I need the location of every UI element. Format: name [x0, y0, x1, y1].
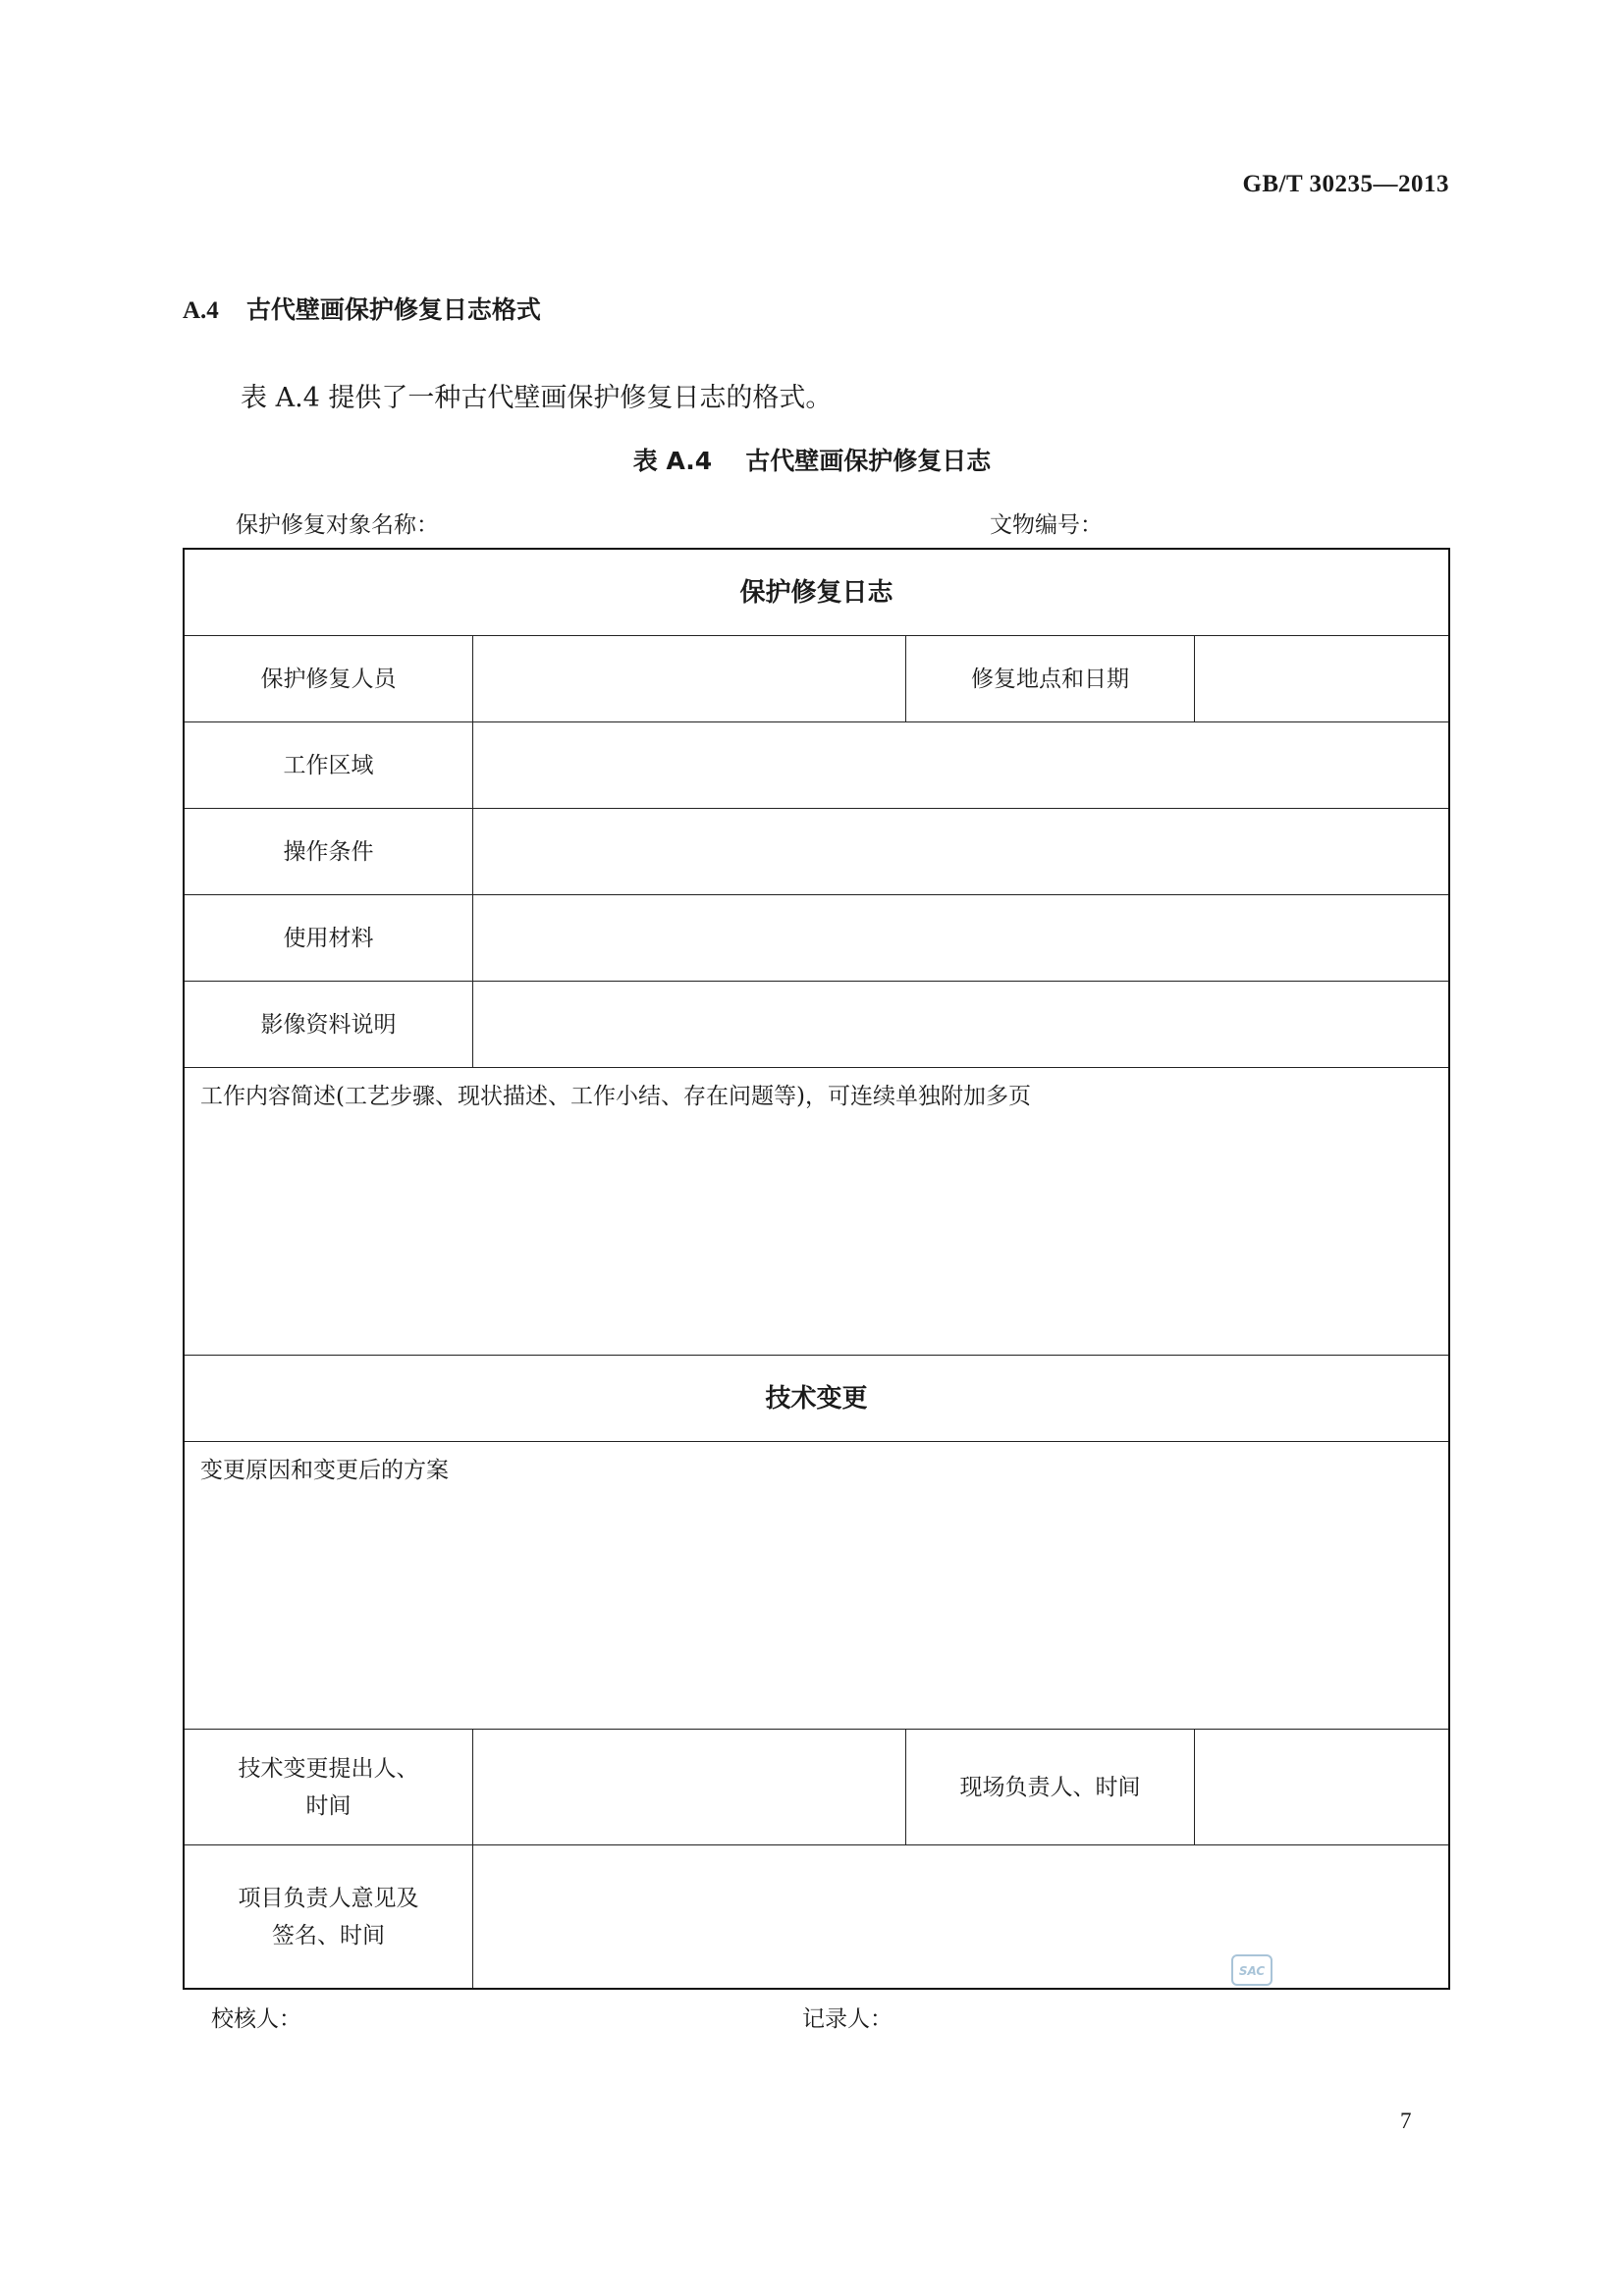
table-title: 古代壁画保护修复日志	[745, 447, 992, 475]
restoration-log-form	[183, 548, 1450, 1990]
section-title: 古代壁画保护修复日志格式	[245, 295, 541, 324]
images-row	[185, 982, 1448, 1068]
section-number: A.4	[183, 297, 219, 324]
section-heading	[183, 291, 541, 326]
proposer-label	[185, 1730, 473, 1844]
change-reason-row[interactable]	[185, 1442, 1448, 1730]
intro-paragraph: 表 A.4 提供了一种古代壁画保护修复日志的格式。	[241, 383, 833, 413]
materials-row	[185, 895, 1448, 982]
personnel-field[interactable]	[473, 636, 906, 721]
proposer-row	[185, 1730, 1448, 1845]
pm-opinion-field[interactable]	[473, 1845, 1448, 1988]
images-label: 影像资料说明	[185, 982, 473, 1067]
proposer-label-line2: 时间	[305, 1792, 352, 1819]
work-area-row	[185, 722, 1448, 809]
pm-opinion-line2: 签名、时间	[272, 1922, 385, 1949]
form-title-row	[185, 550, 1448, 636]
site-manager-label: 现场负责人、时间	[906, 1730, 1195, 1844]
materials-field[interactable]	[473, 895, 1448, 981]
personnel-label: 保护修复人员	[185, 636, 473, 721]
page-number: 7	[1400, 2109, 1412, 2133]
pm-opinion-label	[185, 1845, 473, 1988]
standard-number: GB/T 30235—2013	[1242, 171, 1449, 197]
logo-text: SAC	[1238, 1964, 1266, 1978]
proposer-label-line1: 技术变更提出人、	[238, 1755, 419, 1782]
relic-number-label: 文物编号：	[990, 512, 1103, 538]
work-area-field[interactable]	[473, 722, 1448, 808]
work-summary-label: 工作内容简述(工艺步骤、现状描述、工作小结、存在问题等)，可连续单独附加多页	[200, 1084, 1031, 1109]
checker-label: 校核人：	[211, 2006, 301, 2032]
sac-watermark-logo	[1231, 1954, 1272, 1986]
images-field[interactable]	[473, 982, 1448, 1067]
tech-change-title: 技术变更	[765, 1383, 868, 1414]
proposer-field[interactable]	[473, 1730, 906, 1844]
personnel-row	[185, 636, 1448, 722]
conditions-row	[185, 809, 1448, 895]
site-manager-field[interactable]	[1195, 1730, 1448, 1844]
table-caption	[0, 442, 1624, 477]
pm-opinion-line1: 项目负责人意见及	[238, 1885, 419, 1911]
place-date-field[interactable]	[1195, 636, 1448, 721]
work-area-label: 工作区域	[185, 722, 473, 808]
recorder-label: 记录人：	[802, 2006, 893, 2032]
materials-label: 使用材料	[185, 895, 473, 981]
tech-change-title-row	[185, 1356, 1448, 1442]
object-name-label: 保护修复对象名称：	[236, 512, 439, 538]
place-date-label: 修复地点和日期	[906, 636, 1195, 721]
table-number: 表 A.4	[632, 447, 713, 475]
form-title: 保护修复日志	[739, 577, 893, 608]
conditions-label: 操作条件	[185, 809, 473, 894]
change-reason-label: 变更原因和变更后的方案	[200, 1458, 449, 1483]
conditions-field[interactable]	[473, 809, 1448, 894]
work-summary-row[interactable]	[185, 1068, 1448, 1356]
